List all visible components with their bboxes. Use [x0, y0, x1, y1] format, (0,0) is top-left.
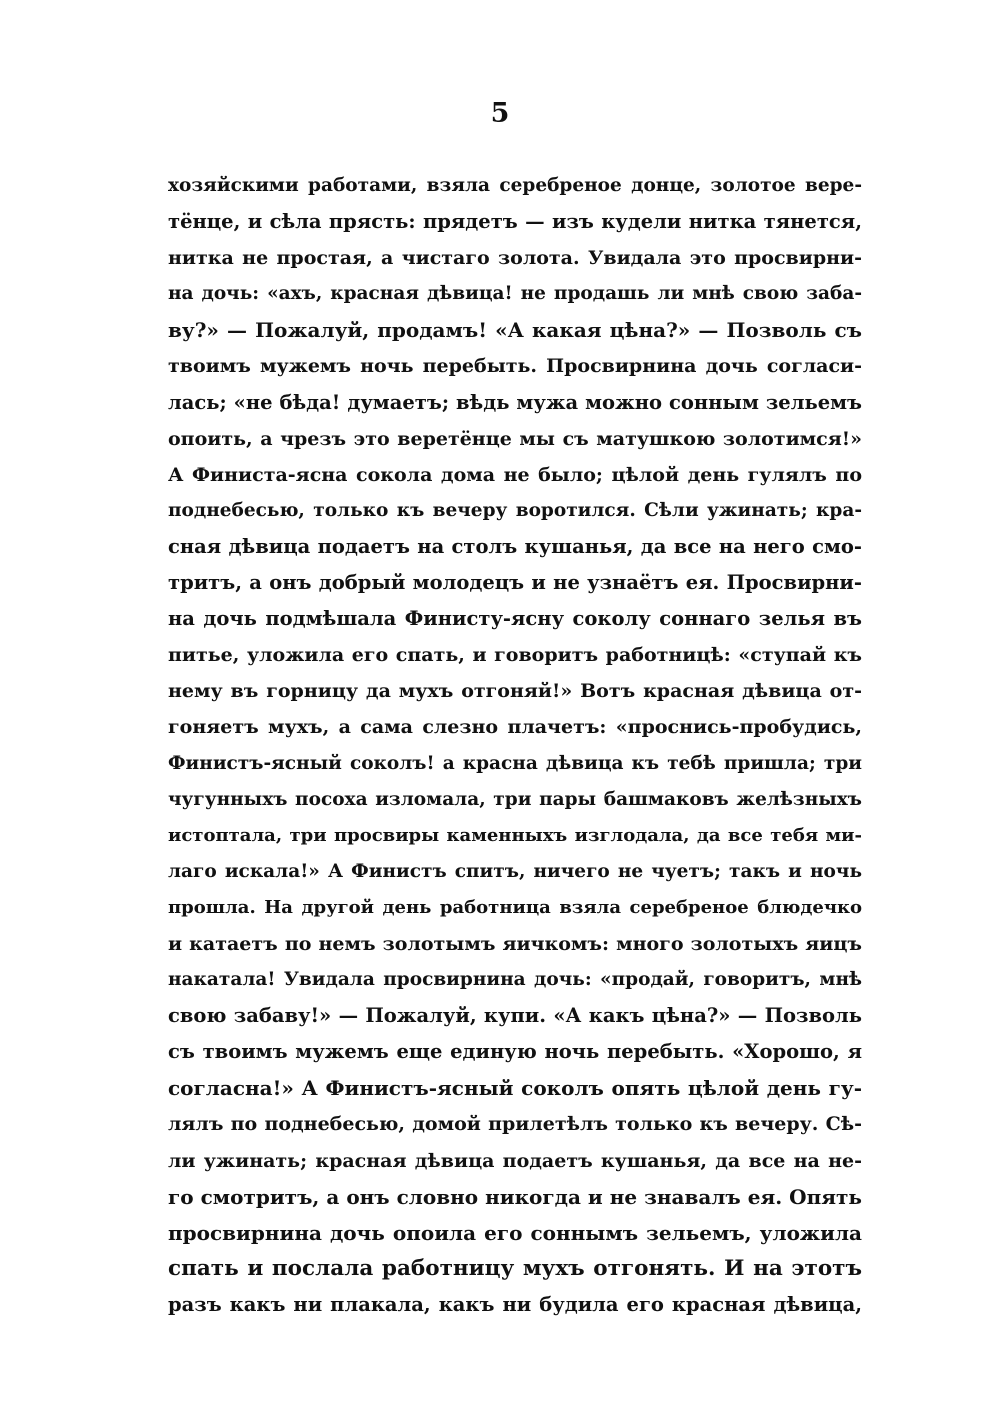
text-line: А Финиста-ясна сокола дома не было; цѣлой день гулялъ по — [168, 463, 862, 486]
text-line: лялъ по поднебесью, домой прилетѣлъ только къ вечеру. Сѣ- — [168, 1113, 862, 1136]
text-line: нему въ горницу да мухъ отгоняй!» Вотъ красная дѣвица от- — [168, 680, 862, 703]
text-line: гоняетъ мухъ, а сама слезно плачетъ: «проснись-пробудись, — [168, 716, 862, 739]
text-line: лась; «не бѣда! думаетъ; вѣдь мужа можно сонным зельемъ — [168, 390, 862, 414]
body-text — [168, 168, 862, 1323]
text-line: тритъ, а онъ добрый молодецъ и не узнаётъ ея. Просвирни- — [168, 571, 862, 595]
text-line: просвирнина дочь опоила его соннымъ зельемъ, уложила — [168, 1220, 862, 1245]
text-line: твоимъ мужемъ ночь перебыть. Просвирнина дочь согласи- — [168, 355, 862, 378]
text-line: и катаетъ по немъ золотымъ яичкомъ: много золотыхъ яицъ — [168, 932, 862, 955]
text-line: на дочь: «ахъ, красная дѣвица! не продашь ли мнѣ свою заба- — [168, 283, 862, 305]
text-line: ву?» — Пожалуй, продамъ! «А какая цѣна?» — Позволь съ — [168, 318, 862, 343]
text-line: согласна!» А Финистъ-ясный соколъ опять цѣлой день гу- — [168, 1076, 862, 1101]
text-line: съ твоимъ мужемъ еще единую ночь перебыть. «Хорошо, я — [168, 1040, 862, 1064]
text-line: истоптала, три просвиры каменныхъ изглодала, да все тебя ми- — [168, 824, 862, 846]
text-line: свою забаву!» — Пожалуй, купи. «А какъ цѣна?» — Позволь — [168, 1004, 862, 1028]
text-line: тёнце, и сѣла прясть: прядетъ — изъ кудели нитка тянется, — [168, 210, 862, 234]
text-line: лаго искала!» А Финистъ спитъ, ничего не чуетъ; такъ и ночь — [168, 860, 862, 882]
text-line: ли ужинать; красная дѣвица подаетъ кушанья, да все на не- — [168, 1149, 862, 1172]
text-line: спать и послала работницу мухъ отгонять. И на этотъ — [168, 1255, 862, 1281]
text-line: го смотритъ, а онъ словно никогда и не знавалъ ея. Опять — [168, 1184, 862, 1209]
text-line: питье, уложила его спать, и говоритъ работницѣ: «ступай къ — [168, 644, 862, 667]
text-line: прошла. На другой день работница взяла серебреное блюдечко — [168, 896, 862, 918]
text-line: сная дѣвица подаетъ на столъ кушанья, да все на него смо- — [168, 534, 862, 558]
text-line: накатала! Увидала просвирнина дочь: «продай, говоритъ, мнѣ — [168, 969, 862, 991]
text-line: чугунныхъ посоха изломала, три пары башмаковъ желѣзныхъ — [168, 788, 862, 810]
text-line: нитка не простая, а чистаго золота. Увидала это просвирни- — [168, 247, 862, 270]
text-line: Финистъ-ясный соколъ! а красна дѣвица къ тебѣ пришла; три — [168, 752, 862, 774]
text-line: разъ какъ ни плакала, какъ ни будила его красная дѣвица, — [168, 1292, 862, 1316]
text-line: хозяйскими работами, взяла серебреное донце, золотое вере- — [168, 175, 862, 196]
text-line: поднебесью, только къ вечеру воротился. Сѣли ужинать; кра- — [168, 499, 862, 521]
text-line: на дочь подмѣшала Финисту-ясну соколу соннаго зелья въ — [168, 607, 862, 631]
page-number: 5 — [490, 98, 510, 129]
text-line: опоить, а чрезъ это веретёнце мы съ матушкою золотимся!» — [168, 427, 862, 450]
